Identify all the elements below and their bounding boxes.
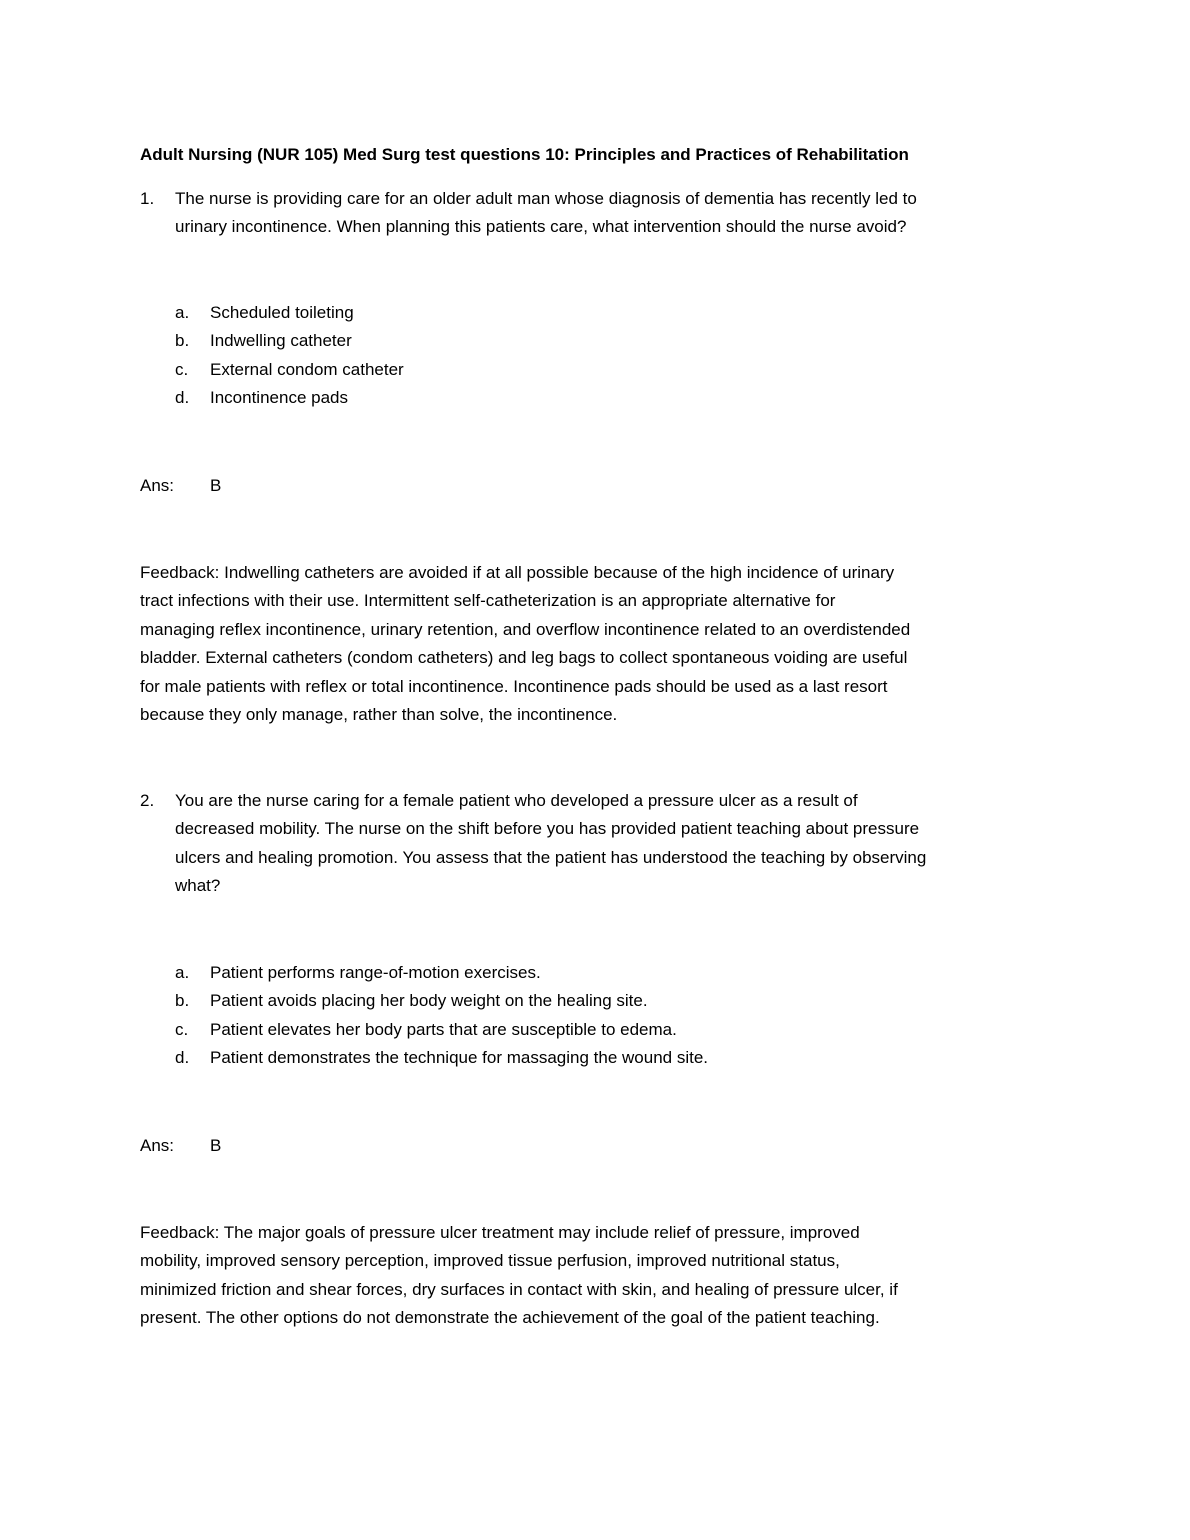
option-letter: d.: [175, 388, 190, 408]
feedback-line: bladder. External catheters (condom catheters) and leg bags to collect spontaneous voiding are useful: [140, 648, 908, 668]
feedback-line: mobility, improved sensory perception, improved tissue perfusion, improved nutritional status,: [140, 1251, 840, 1271]
stem-line: urinary incontinence. When planning this patients care, what intervention should the nurse avoid?: [175, 217, 907, 237]
option-letter: a.: [175, 303, 190, 322]
option-letter: b.: [175, 991, 190, 1011]
feedback-line: Feedback: Indwelling catheters are avoided if at all possible because of the high incidence of urinary: [140, 563, 895, 582]
question-stem: [175, 787, 926, 901]
option-letter: b.: [175, 331, 190, 351]
option-letter: c.: [175, 1019, 189, 1039]
document-title: Adult Nursing (NUR 105) Med Surg test questions 10: Principles and Practices of Rehabilitation: [140, 145, 909, 164]
answer-value: B: [210, 1136, 222, 1155]
option-text: Patient performs range-of-motion exercises.: [210, 963, 541, 982]
question-number: 1.: [140, 189, 155, 208]
option-letters: [175, 959, 189, 1073]
option-text: Scheduled toileting: [210, 303, 354, 322]
option-texts: [210, 299, 404, 413]
feedback-line: minimized friction and shear forces, dry surfaces in contact with skin, and healing of pressure ulcer, if: [140, 1279, 898, 1299]
answer-value: B: [210, 476, 222, 495]
option-letters: [175, 299, 189, 413]
question-number: 2.: [140, 791, 155, 810]
stem-line: The nurse is providing care for an older adult man whose diagnosis of dementia has recently led to: [175, 189, 917, 208]
feedback-line: because they only manage, rather than solve, the incontinence.: [140, 705, 618, 725]
option-letter: d.: [175, 1048, 190, 1068]
option-texts: [210, 959, 708, 1073]
stem-line: You are the nurse caring for a female patient who developed a pressure ulcer as a result of: [175, 791, 858, 810]
option-text: Patient elevates her body parts that are susceptible to edema.: [210, 1019, 677, 1039]
feedback: [140, 559, 910, 729]
stem-line: what?: [175, 876, 221, 896]
answer-label: Ans:: [140, 476, 175, 495]
feedback-line: for male patients with reflex or total incontinence. Incontinence pads should be used as a last resort: [140, 676, 888, 696]
question-stem: [175, 185, 917, 242]
feedback-line: tract infections with their use. Intermittent self-catheterization is an appropriate alternative for: [140, 591, 836, 611]
stem-line: ulcers and healing promotion. You assess that the patient has understood the teaching by observing: [175, 847, 927, 867]
feedback: [140, 1219, 898, 1333]
option-text: Indwelling catheter: [210, 331, 352, 351]
option-text: Incontinence pads: [210, 388, 348, 408]
feedback-line: managing reflex incontinence, urinary retention, and overflow incontinence related to an overdistended: [140, 619, 911, 639]
option-text: External condom catheter: [210, 359, 404, 379]
option-letter: c.: [175, 359, 189, 379]
feedback-line: Feedback: The major goals of pressure ulcer treatment may include relief of pressure, improved: [140, 1223, 860, 1242]
option-letter: a.: [175, 963, 190, 982]
option-text: Patient avoids placing her body weight on the healing site.: [210, 991, 648, 1011]
stem-line: decreased mobility. The nurse on the shift before you has provided patient teaching about pressure: [175, 819, 920, 839]
answer-label: Ans:: [140, 1136, 175, 1155]
option-text: Patient demonstrates the technique for massaging the wound site.: [210, 1048, 709, 1068]
feedback-line: present. The other options do not demonstrate the achievement of the goal of the patient teaching.: [140, 1308, 880, 1328]
